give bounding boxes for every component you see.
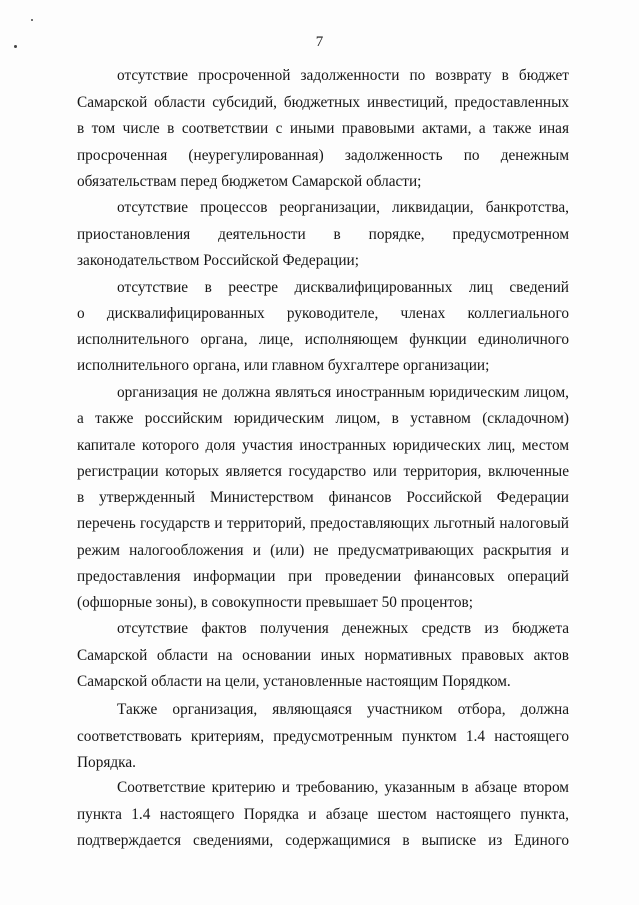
text-line: Порядка. <box>77 754 136 771</box>
text-line: о дисквалифицированных руководителе, членах коллегиального <box>77 305 569 322</box>
text-line: отсутствие в реестре дисквалифицированных лиц сведений <box>117 279 569 296</box>
page-number: 7 <box>315 34 324 50</box>
text-line: пункта 1.4 настоящего Порядка и абзаце шестом настоящего пункта, <box>77 806 569 823</box>
text-line: обязательствам перед бюджетом Самарской области; <box>77 173 422 190</box>
text-line: в утвержденный Министерством финансов Российской Федерации <box>77 489 569 506</box>
text-line: Самарской области субсидий, бюджетных инвестиций, предоставленных <box>77 94 569 111</box>
text-line: подтверждается сведениями, содержащимися в выписке из Единого <box>77 832 569 849</box>
text-line: предоставления информации при проведении финансовых операций <box>77 568 569 585</box>
text-line: Самарской области на цели, установленные настоящим Порядком. <box>77 673 511 690</box>
text-line: организация не должна являться иностранным юридическим лицом, <box>117 384 569 401</box>
text-line: исполнительного органа, или главном бухгалтере организации; <box>77 357 490 374</box>
text-line: Также организация, являющаяся участником отбора, должна <box>117 701 569 718</box>
text-line: приостановления деятельности в порядке, предусмотренном <box>77 226 569 243</box>
text-line: а также российским юридическим лицом, в уставном (складочном) <box>77 410 569 427</box>
text-line: режим налогообложения и (или) не предусматривающих раскрытия и <box>77 542 569 559</box>
text-line: отсутствие фактов получения денежных средств из бюджета <box>117 620 569 637</box>
text-line: просроченная (неурегулированная) задолженность по денежным <box>77 147 569 164</box>
text-line: законодательством Российской Федерации; <box>77 252 359 269</box>
text-line: регистрации которых является государство или территория, включенные <box>77 463 569 480</box>
text-line: соответствовать критериям, предусмотренным пунктом 1.4 настоящего <box>77 728 569 745</box>
text-line: отсутствие просроченной задолженности по возврату в бюджет <box>117 67 569 84</box>
text-line: Соответствие критерию и требованию, указанным в абзаце втором <box>117 779 569 796</box>
text-line: перечень государств и территорий, предоставляющих льготный налоговый <box>77 515 569 532</box>
text-line: в том числе в соответствии с иными правовыми актами, а также иная <box>77 120 569 137</box>
text-line: исполнительного органа, лице, исполняющем функции единоличного <box>77 331 569 348</box>
text-line: капитале которого доля участия иностранных юридических лиц, местом <box>77 437 569 454</box>
text-line: отсутствие процессов реорганизации, ликвидации, банкротства, <box>117 199 569 216</box>
scan-speck <box>31 19 33 21</box>
text-line: (офшорные зоны), в совокупности превышает 50 процентов; <box>77 594 473 611</box>
text-line: Самарской области на основании иных нормативных правовых актов <box>77 647 569 664</box>
